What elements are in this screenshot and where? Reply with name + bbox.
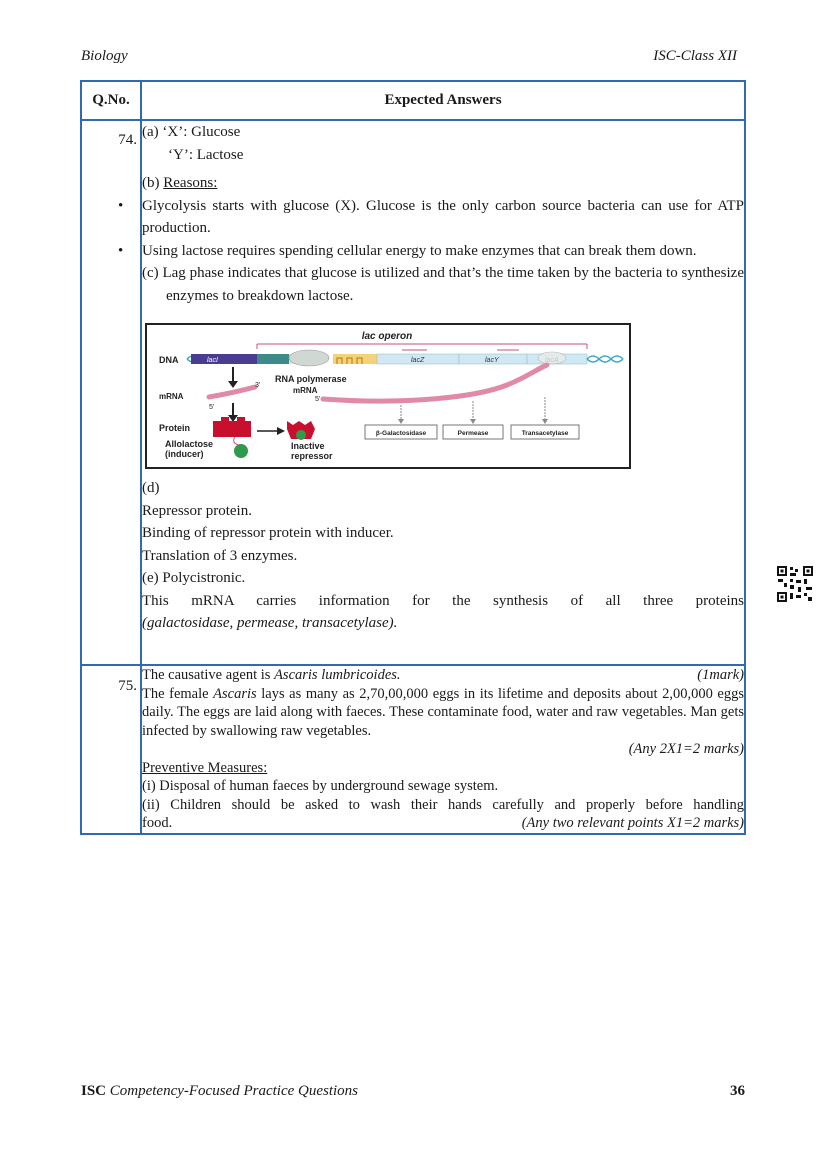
fig-inactive: Inactive bbox=[291, 441, 325, 451]
footer-title: Competency-Focused Practice Questions bbox=[109, 1083, 359, 1099]
lac-operon-diagram bbox=[147, 325, 629, 467]
agent-intro: The causative agent is bbox=[142, 667, 271, 683]
fig-3prime: 3' bbox=[255, 382, 261, 389]
fig-rna-pol: RNA polymerase bbox=[275, 374, 347, 384]
answer-cell bbox=[141, 120, 745, 665]
preventive-title: Preventive Measures: bbox=[142, 759, 268, 776]
qno-cell bbox=[81, 665, 141, 834]
list-item: • Using lactose requires spending cellular energy to make enzymes that can break them down. bbox=[142, 240, 744, 263]
answers-table bbox=[80, 80, 746, 835]
answer-c: (c) Lag phase indicates that glucose is utilized and that’s the time taken by the bacteria to synthesize enzymes to breakdown lactose. bbox=[142, 265, 744, 304]
answer-a-y: ‘Y’: Lactose bbox=[168, 146, 244, 163]
question-number: 74. bbox=[118, 132, 137, 148]
para-ascaris: Ascaris bbox=[213, 685, 257, 702]
reasons-label: Reasons: bbox=[163, 175, 218, 191]
page-footer bbox=[81, 1083, 745, 1100]
fig-lacz: lacZ bbox=[411, 357, 425, 364]
col-answers-header: Expected Answers bbox=[141, 81, 745, 120]
fig-mrna-right: mRNA bbox=[293, 386, 318, 395]
lac-operon-figure bbox=[145, 323, 631, 469]
fig-enzyme-permease: Permease bbox=[457, 430, 489, 437]
answer-75-para bbox=[142, 685, 744, 741]
fig-enzyme-transacetylase: Transacetylase bbox=[521, 430, 569, 437]
answer-e-text: This mRNA carries information for the synthesis of all three proteins bbox=[142, 592, 744, 609]
answer-cell bbox=[141, 665, 745, 834]
header-subject: Biology bbox=[81, 48, 128, 64]
answer-e-label: (e) Polycistronic. bbox=[142, 570, 246, 586]
answer-75-line1 bbox=[142, 666, 744, 685]
qno-cell bbox=[81, 120, 141, 665]
answer-d-label: (d) bbox=[142, 480, 160, 496]
fig-lacy: lacY bbox=[485, 357, 499, 364]
list-item: • Glycolysis starts with glucose (X). Glucose is the only carbon source bacteria can use for ATP production. bbox=[142, 195, 744, 240]
mark-3: (Any two relevant points X1=2 marks) bbox=[521, 815, 744, 831]
fig-enzyme-galactosidase: β-Galactosidase bbox=[375, 430, 427, 437]
fig-5prime-right: 5' bbox=[315, 396, 321, 403]
question-number: 75. bbox=[118, 678, 137, 694]
reasons-list bbox=[142, 195, 744, 263]
table-row bbox=[81, 120, 745, 665]
fig-title: lac operon bbox=[361, 331, 413, 342]
answer-d-line: Translation of 3 enzymes. bbox=[142, 547, 298, 564]
fig-laci: lacI bbox=[207, 357, 218, 364]
preventive-2-end: food. bbox=[142, 815, 173, 831]
preventive-1: (i) Disposal of human faeces by underground sewage system. bbox=[142, 778, 499, 794]
answer-b-label: (b) bbox=[142, 175, 160, 191]
header-class: ISC-Class XII bbox=[653, 48, 737, 64]
table-row bbox=[81, 665, 745, 834]
fig-allolactose: Allolactose bbox=[165, 439, 214, 449]
page-number: 36 bbox=[730, 1083, 745, 1099]
table-header-row bbox=[81, 81, 745, 120]
answer-d-line: Repressor protein. bbox=[142, 502, 252, 519]
answer-e-proteins: (galactosidase, permease, transacetylase). bbox=[142, 615, 398, 631]
mark-1: (1mark) bbox=[697, 667, 744, 683]
agent-name: Ascaris lumbricoides. bbox=[274, 667, 401, 683]
answer-75-last bbox=[142, 814, 744, 833]
fig-mrna-left: mRNA bbox=[159, 392, 184, 401]
qr-code-icon bbox=[776, 565, 814, 603]
fig-repressor: repressor bbox=[291, 451, 333, 461]
answer-a-x: (a) ‘X’: Glucose bbox=[142, 124, 241, 140]
col-qno-header: Q.No. bbox=[81, 81, 141, 120]
answer-b-heading bbox=[142, 172, 744, 195]
para-pre: The female bbox=[142, 685, 209, 702]
fig-dna-label: DNA bbox=[159, 355, 179, 365]
fig-protein: Protein bbox=[159, 423, 191, 433]
para-rest: lays as many as 2,70,00,000 eggs in its lifetime and deposits about 2,00,000 eggs daily. The eggs are laid along with faeces. These contaminate food, water and raw vegetables. Man gets infected by swallowing raw vegetables. bbox=[142, 685, 744, 739]
answer-d-line: Binding of repressor protein with inducer. bbox=[142, 525, 394, 541]
fig-inducer: (inducer) bbox=[165, 449, 204, 459]
preventive-2: (ii) Children should be asked to wash their hands carefully and properly before handling bbox=[142, 796, 744, 813]
fig-5prime-left: 5' bbox=[209, 404, 215, 411]
mark-2: (Any 2X1=2 marks) bbox=[628, 741, 744, 757]
footer-isc: ISC bbox=[81, 1083, 107, 1099]
